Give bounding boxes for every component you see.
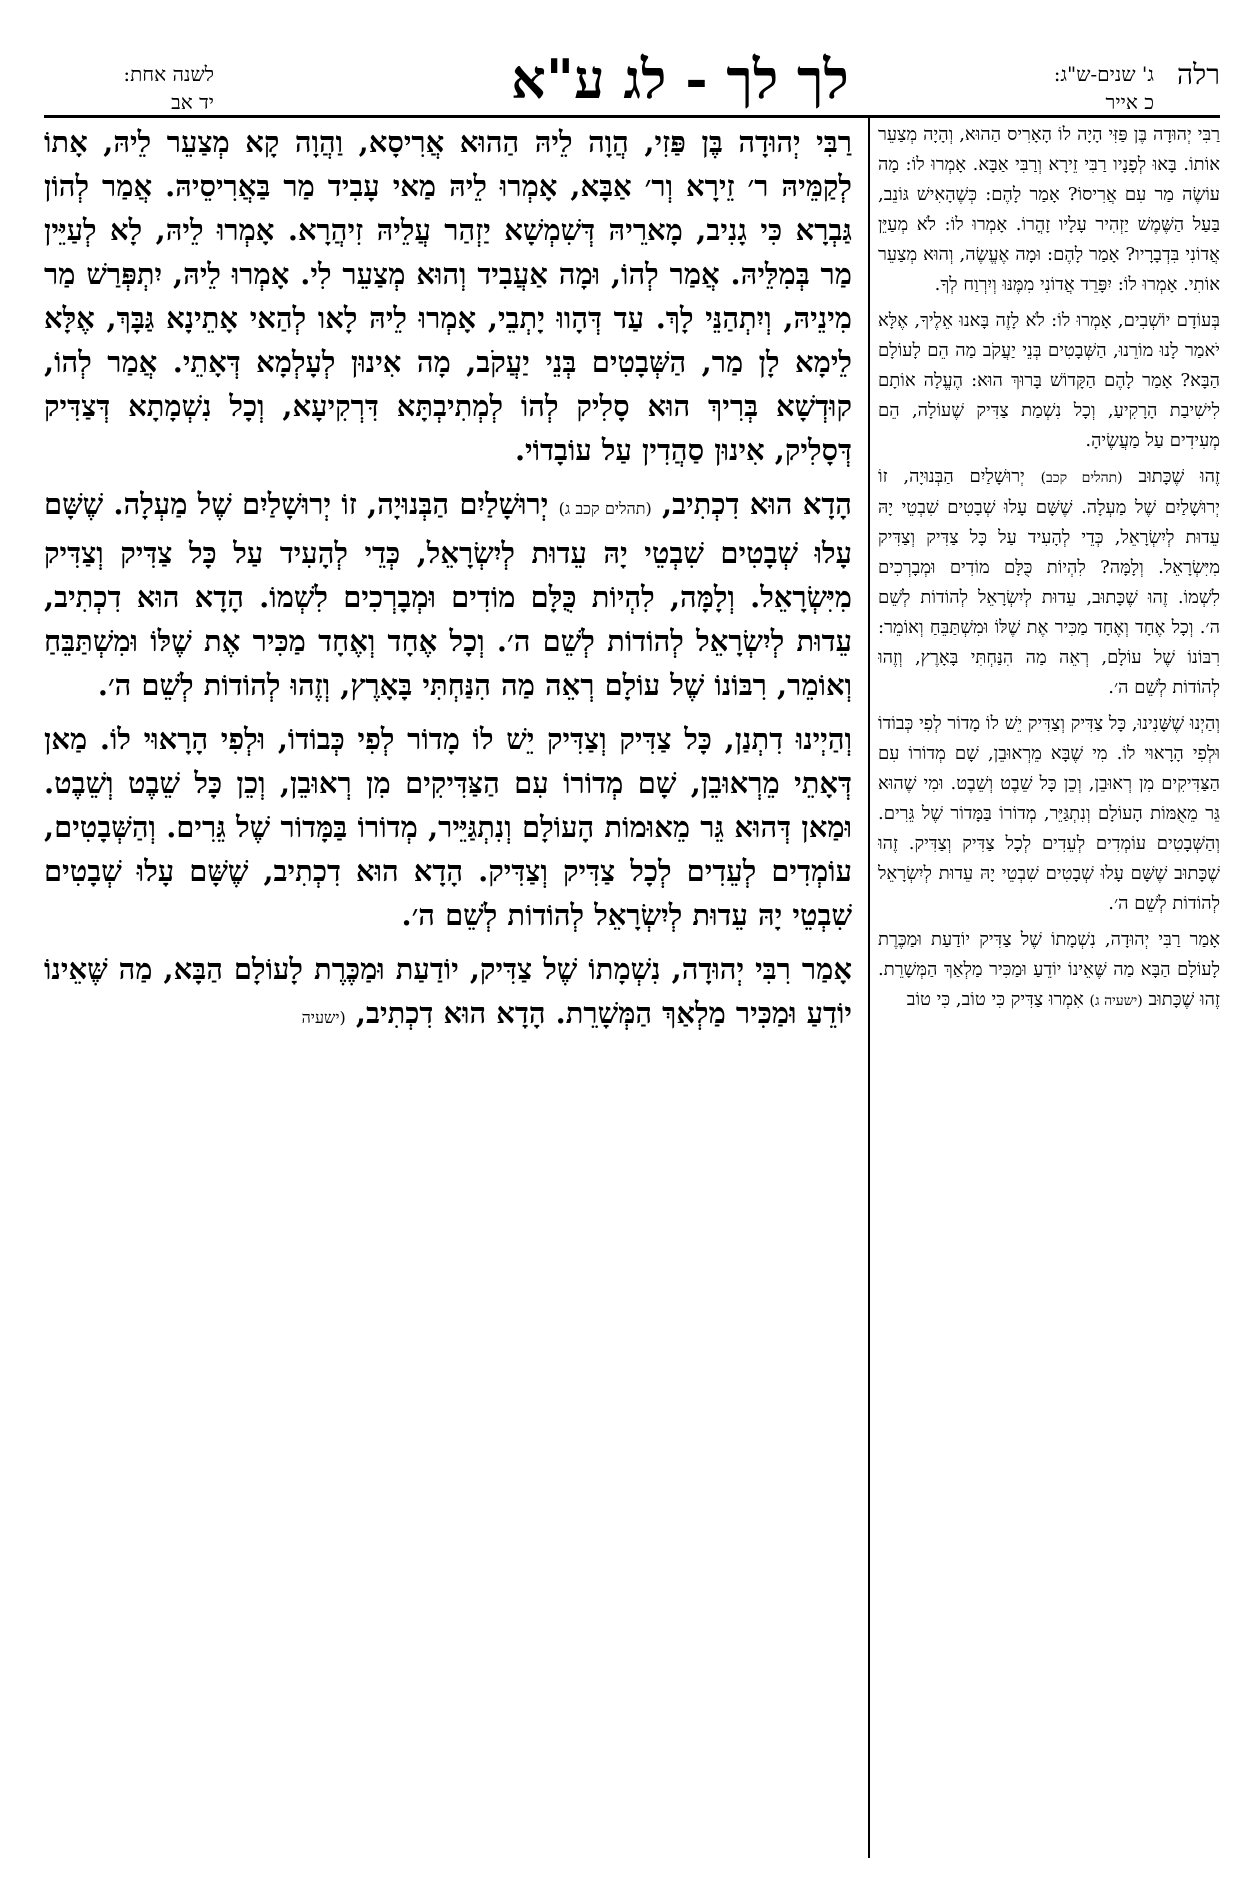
main-p4-source-ref: (ישעיה bbox=[301, 1008, 346, 1027]
header-right-line1: ג' שנים-ש"ג: bbox=[1053, 62, 1154, 86]
side-paragraph-5 bbox=[878, 925, 1220, 1016]
header-left-line2: יד אב bbox=[171, 90, 214, 114]
main-paragraph-4 bbox=[44, 947, 852, 1040]
header-left-line1: לשנה אחת: bbox=[123, 62, 214, 86]
side-paragraph-3 bbox=[878, 462, 1220, 703]
main-p2-body: יְרוּשָׁלַיִם הַבְּנוּיָה, זוֹ יְרוּשָׁלַיִם שֶׁל מַעְלָה. שֶׁשָּׁם עָלוּ שְׁבָטִים שִׁבְטֵי יָהּ עֵדוּת לְיִשְׂרָאֵל, כְּדֵי לְהָעִיד עַל כָּל צַדִּיק וְצַדִּיק מִיִּשְׂרָאֵל. וְלָמָּה, לִהְיוֹת כֻּלָּם מוֹדִים וּמְבָרְכִים לִשְׁמוֹ. הָדָא הוּא דִכְתִיב, עֵדוּת לְיִשְׂרָאֵל לְהוֹדוֹת לְשֵׁם ה׳. וְכָל אֶחָד וְאֶחָד מַכִּיר אֶת שֶׁלּוֹ וּמִשְׁתַּבֵּחַ וְאוֹמֵר, רִבּוֹנוֹ שֶׁל עוֹלָם רְאֵה מַה הִנַּחְתִּי בָּאָרֶץ, וְזֶהוּ לְהוֹדוֹת לְשֵׁם ה׳. bbox=[44, 487, 852, 702]
main-p2-source-ref: (תהלים קכב ג) bbox=[558, 499, 652, 518]
side-paragraph-2: בְּעוֹדָם יוֹשְׁבִים, אָמְרוּ לוֹ: לֹא לָזֶה בָּאנוּ אֵלֶיךָ, אֶלָּא יֹאמַר לָנוּ מוֹרֵנוּ, הַשְּׁבָטִים בְּנֵי יַעֲקֹב מַה הֵם לָעוֹלָם הַבָּא? אָמַר לָהֶם הַקָּדוֹשׁ בָּרוּךְ הוּא: הֶעֱלָה אוֹתָם לִישִׁיבַת הָרָקִיעַ, וְכָל נִשְׁמַת צַדִּיק שֶׁעוֹלָה, הֵם מְעִידִים עַל מַעֲשֶׂיהָ. bbox=[878, 310, 1220, 451]
main-paragraph-3: וְהַיְינוּ דִתְנַן, כָּל צַדִּיק וְצַדִּיק יֵשׁ לוֹ מָדוֹר לְפִי כְּבוֹדוֹ, וּלְפִי הָרָאוּי לוֹ. מַאן דְּאָתֵי מֵרְאוּבֵן, שָׁם מְדוֹרוֹ עִם הַצַּדִּיקִים מִן רְאוּבֵן, וְכֵן כָּל שֵׁבֶט וְשֵׁבֶט. וּמַאן דְּהוּא גֵּר מֵאוּמוֹת הָעוֹלָם וְנִתְגַּיֵּיר, מְדוֹרוֹ בַּמָּדוֹר שֶׁל גֵּרִים. וְהַשְּׁבָטִים, עוֹמְדִים לְעֵדִים לְכָל צַדִּיק וְצַדִּיק. הָדָא הוּא דִכְתִיב, שֶׁשָּׁם עָלוּ שְׁבָטִים שִׁבְטֵי יָהּ עֵדוּת לְיִשְׂרָאֵל לְהוֹדוֹת לְשֵׁם ה׳. bbox=[44, 722, 852, 932]
side-paragraph-4: וְהַיְנוּ שֶׁשָּׁנִינוּ, כָּל צַדִּיק וְצַדִּיק יֵשׁ לוֹ מָדוֹר לְפִי כְּבוֹדוֹ וּלְפִי הָרָאוּי לוֹ. מִי שֶׁבָּא מֵרְאוּבֵן, שָׁם מְדוֹרוֹ עִם הַצַּדִּיקִים מִן רְאוּבֵן, וְכֵן כָּל שֵׁבֶט וְשֵׁבֶט. וּמִי שֶׁהוּא גֵּר מֵאֻמּוֹת הָעוֹלָם וְנִתְגַּיֵּר, מְדוֹרוֹ בַּמָּדוֹר שֶׁל גֵּרִים. וְהַשְּׁבָטִים עוֹמְדִים לְעֵדִים לְכָל צַדִּיק וְצַדִּיק. זֶהוּ שֶׁכָּתוּב שֶׁשָּׁם עָלוּ שְׁבָטִים שִׁבְטֵי יָהּ עֵדוּת לְיִשְׂרָאֵל לְהוֹדוֹת לְשֵׁם ה׳. bbox=[878, 713, 1220, 914]
main-paragraph-1: רַבִּי יְהוּדָה בֶּן פַּזִי, הֲוָה לֵיהּ הַהוּא אֲרִיסָא, וַהֲוָה קָא מְצַעֵר לֵיהּ, אָתוֹ לְקַמֵּיהּ ר׳ זֵירָא וְר׳ אַבָּא, אָמְרוּ לֵיהּ מַאי עָבִיד מַר בַּאֲרִיסֵיהּ. אֲמַר לְהוֹן גַּבְרָא כִּי גָנִיב, מָארֵיהּ דְּשִׁמְשָׁא יַזְהַר עֲלֵיהּ זִיהֲרָא. אָמְרוּ לֵיהּ, לָא לְעַיֵּין מַר בְּמִלֵּיהּ. אֲמַר לְהוֹ, וּמָה אַעֲבִיד וְהוּא מְצַעֵר לִי. אָמְרוּ לֵיהּ, יִתְפְּרַשׁ מַר מִינֵיהּ, וְיִתְהַנֵּי לָךְ. עַד דְּהָווּ יָתְבֵי, אָמְרוּ לֵיהּ לָאו לְהַאי אָתֵינָא גַּבָּךְ, אֶלָּא לֵימָא לָן מַר, הַשְּׁבָטִים בְּנֵי יַעֲקֹב, מָה אִינוּן לְעָלְמָא דְּאָתֵי. אֲמַר לְהוֹ, קוּדְשָׁא בְּרִיךְ הוּא סָלִיק לְהוֹ לְמְתִיבְתָּא דִּרְקִיעָא, וְכָל נִשְׁמָתָא דְּצַדִּיק דְּסָלִיק, אִינוּן סַהֲדִין עַל עוֹבָדוֹי. bbox=[44, 125, 852, 467]
side-p5-body: אִמְרוּ צַדִּיק כִּי טוֹב, כִּי טוֹב bbox=[906, 989, 1084, 1010]
side-p5-source-ref: (ישעיה ג) bbox=[1089, 993, 1143, 1009]
header-left-note bbox=[44, 60, 214, 116]
header-right-line2: כ אייר bbox=[1105, 90, 1154, 114]
main-text-column bbox=[44, 120, 852, 1858]
main-p2-lead: הָדָא הוּא דִכְתִיב, bbox=[661, 487, 852, 521]
page-number: רלה bbox=[1177, 58, 1220, 91]
side-p3-source-ref: (תהלים קכב) bbox=[1040, 470, 1123, 486]
side-p3-body: יְרוּשָׁלַיִם הַבְּנוּיָה, זוֹ יְרוּשָׁלַיִם שֶׁל מַעְלָה. שֶׁשָּׁם עָלוּ שְׁבָטִים שִׁבְטֵי יָהּ עֵדוּת לְיִשְׂרָאֵל, כְּדֵי לְהָעִיד עַל כָּל צַדִּיק וְצַדִּיק מִיִּשְׂרָאֵל. וְלָמָּה? לִהְיוֹת כֻּלָּם מוֹדִים וּמְבָרְכִים לִשְׁמוֹ. זֶהוּ שֶׁכָּתוּב, עֵדוּת לְיִשְׂרָאֵל לְהוֹדוֹת לְשֵׁם ה׳. וְכָל אֶחָד וְאֶחָד מַכִּיר אֶת שֶׁלּוֹ וּמִשְׁתַּבֵּחַ וְאוֹמֵר: רִבּוֹנוֹ שֶׁל עוֹלָם, רְאֵה מַה הִנַּחְתִּי בָּאָרֶץ, וְזֶהוּ לְהוֹדוֹת לְשֵׁם ה׳. bbox=[878, 466, 1220, 698]
side-paragraph-1: רַבִּי יְהוּדָה בֶּן פַּזִּי הָיָה לוֹ הָאָרִיס הַהוּא, וְהָיָה מְצַעֵר אוֹתוֹ. בָּאוּ לְפָנָיו רַבִּי זֵירָא וְרַבִּי אַבָּא. אָמְרוּ לוֹ: מָה עוֹשֶׂה מַר עִם אֲרִיסוֹ? אָמַר לָהֶם: כְּשֶׁהָאִישׁ גּוֹנֵב, בַּעַל הַשֶּׁמֶשׁ יַזְהִיר עָלָיו זָהֳרוֹ. אָמְרוּ לוֹ: לֹא מְעַיֵּן אֲדוֹנִי בִּדְבָרָיו? אָמַר לָהֶם: וּמָה אֶעֱשֶׂה, וְהוּא מְצַעֵר אוֹתִי. אָמְרוּ לוֹ: יִפָּרֵד אֲדוֹנִי מִמֶּנּוּ וְיִרְוַח לְךָ. bbox=[878, 124, 1220, 295]
page-title: לך לך - לג ע"א bbox=[511, 47, 849, 111]
column-divider bbox=[868, 118, 870, 1858]
side-p3-lead: זֶהוּ שֶׁכָּתוּב bbox=[1138, 466, 1220, 487]
main-p4-body: אָמַר רִבִּי יְהוּדָה, נִשְׁמָתוֹ שֶׁל צַדִּיק, יוֹדַעַת וּמַכֶּרֶת לָעוֹלָם הַבָּא, מַה שֶּׁאֵינוֹ יוֹדֵעַ וּמַכִּיר מַלְאַךְ הַמְּשָׁרֵת. הָדָא הוּא דִכְתִיב, bbox=[44, 952, 852, 1030]
header-right-note bbox=[954, 60, 1154, 116]
header-rule bbox=[44, 115, 1220, 118]
main-paragraph-2 bbox=[44, 482, 852, 707]
commentary-column bbox=[878, 120, 1220, 1858]
side-p5-lead: אָמַר רַבִּי יְהוּדָה, נִשְׁמָתוֹ שֶׁל צַדִּיק יוֹדַעַת וּמַכֶּרֶת לָעוֹלָם הַבָּא מַה שֶּׁאֵינוֹ יוֹדֵעַ וּמַכִּיר מַלְאַךְ הַמְּשָׁרֵת. זֶהוּ שֶׁכָּתוּב bbox=[878, 929, 1220, 1010]
